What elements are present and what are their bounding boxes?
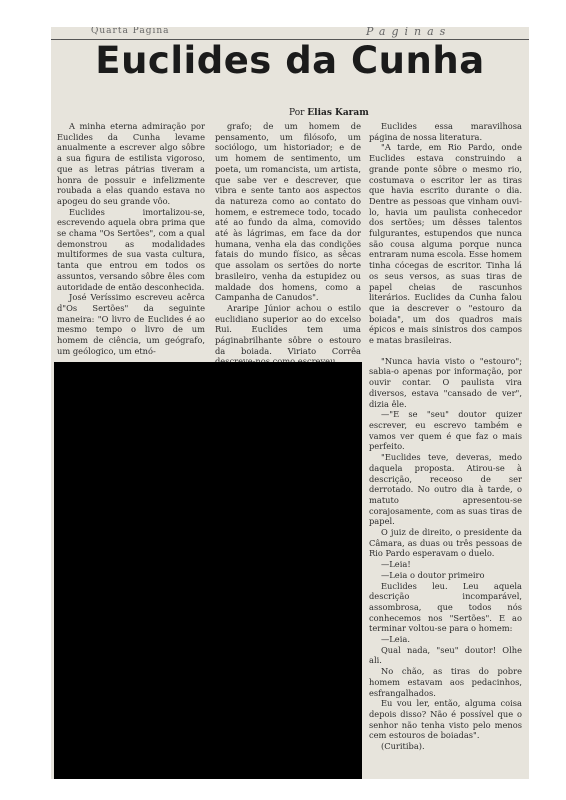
paragraph: José Veríssimo escreveu acêrca d"Os Sertões" da seguinte maneira: "O livro de Euclides é ao mesmo tempo o livro de um homem de ciência, um geógrafo, um geólogico, um etnó-: [57, 292, 205, 356]
paragraph-gap: [369, 346, 522, 356]
paragraph: Euclides imortalizou-se, escrevendo aquela obra prima que se chama "Os Sertões", com a qual demonstrou as modalidades multiformes de sua vasta cultura, tanta que entrou em todos os assuntos, versando sôbre êles com autoridade de então desconhecida.: [57, 206, 205, 292]
paragraph: (Curitiba).: [381, 741, 425, 752]
header-right-label: Paginas: [366, 27, 452, 38]
paragraph: Araripe Júnior achou o estilo euclidiano superior ao do excelso Rui. Euclides tem uma páginabrilhante sôbre o estouro da boiada. Viriato Corrêa: [215, 302, 361, 356]
paragraph: —Leia.: [381, 634, 410, 645]
paragraph: Qual nada, "seu" doutor! Olhe ali.: [369, 644, 522, 666]
paragraph: Euclides essa maravilhosa página de nossa literatura.: [369, 121, 522, 142]
byline: [289, 108, 369, 118]
redacted-block: [54, 362, 362, 779]
paragraph: A minha eterna admiração por Euclides da Cunha levame anualmente a escrever algo sôbre a sua figura de estilista vigoroso, que as letras pátrias tiveram a honra de possuir e infelizmente roubada a elas quando estava no apogeu do seu grande vôo.: [57, 121, 205, 206]
paragraph: grafo; de um homem de pensamento, um filósofo, um sociólogo, um historiador; e de um homem de sentimento, um poeta, um romancista, um artista, que sabe ver e descrever, que vibra e sente tanto aos aspectos da natureza como ao contato do homem, e estremece todo, tocado até ao fundo da alma, comovido até às lágrimas, em face da dor humana, venha ela das condições fatais do mundo físico, as sêcas que assolam os sertões do norte brasileiro, venha da estupidez ou maldade dos homens, como a Campanha de Canudos".: [215, 121, 361, 303]
article-column-3: [369, 121, 522, 779]
article-column-2: [215, 121, 361, 383]
header-section-label: Quarta Página: [91, 27, 170, 36]
article-title: Euclides da Cunha: [95, 39, 485, 82]
byline-prefix: Por: [289, 108, 305, 118]
paragraph: "A tarde, em Rio Pardo, onde Euclides estava construindo a grande ponte sôbre o mesmo rio, costumava o escritor ler as tiras que havia escrito durante o dia. Dentre as pessoas que vinham ouvi-lo, havia um paulista conhecedor dos sertões; um dêsses talentos fulgurantes, estupendos que nunca são cousa alguma porque nunca entraram numa escola. Esse homem tinha cócegas de escritor. Tinha lá os seus versos, as suas tiras de papel cheias de rascunhos literários. Euclides da Cunha falou que ia descrever o "estouro da boiada", um dos quadros mais épicos e mais sinistros dos campos e matas brasileiras.: [369, 142, 522, 346]
paragraph: —Leia!: [381, 559, 411, 570]
paragraph: No chão, as tiras do pobre homem estavam aos pedacinhos, esfrangalhados.: [369, 666, 522, 698]
byline-author: Elias Karam: [307, 108, 369, 118]
paragraph: Euclides leu. Leu aquela descrição incomparável, assombrosa, que todos nós conhecemos nos "Sertões". E ao terminar voltou-se para o homem:: [369, 580, 522, 634]
paragraph: "Nunca havia visto o "estouro"; sabia-o apenas por informação, por ouvir contar. O paulista vira diversos, estava "cansado de ver", dizia êle.: [369, 355, 522, 409]
paragraph: "Euclides teve, deveras, medo daquela proposta. Atirou-se à descrição, receoso de ser derrotado. No outro dia à tarde, o matuto apresentou-se corajosamente, com as suas tiras de papel.: [369, 452, 522, 527]
newspaper-page: [51, 27, 529, 779]
paragraph: —Leia o doutor primeiro: [381, 569, 485, 580]
paragraph: O juiz de direito, o presidente da Câmara, as duas ou três pessoas de Rio Pardo esperavam o duelo.: [369, 527, 522, 559]
paragraph: Eu vou ler, então, alguma coisa depois disso? Não é possível que o senhor não tenha visto pelo menos cem estouros de boiadas".: [369, 698, 522, 741]
paragraph: —"E se "seu" doutor quizer escrever, eu escrevo também e vamos ver quem é que faz o mais perfeito.: [369, 409, 522, 452]
article-column-1: [57, 121, 205, 383]
